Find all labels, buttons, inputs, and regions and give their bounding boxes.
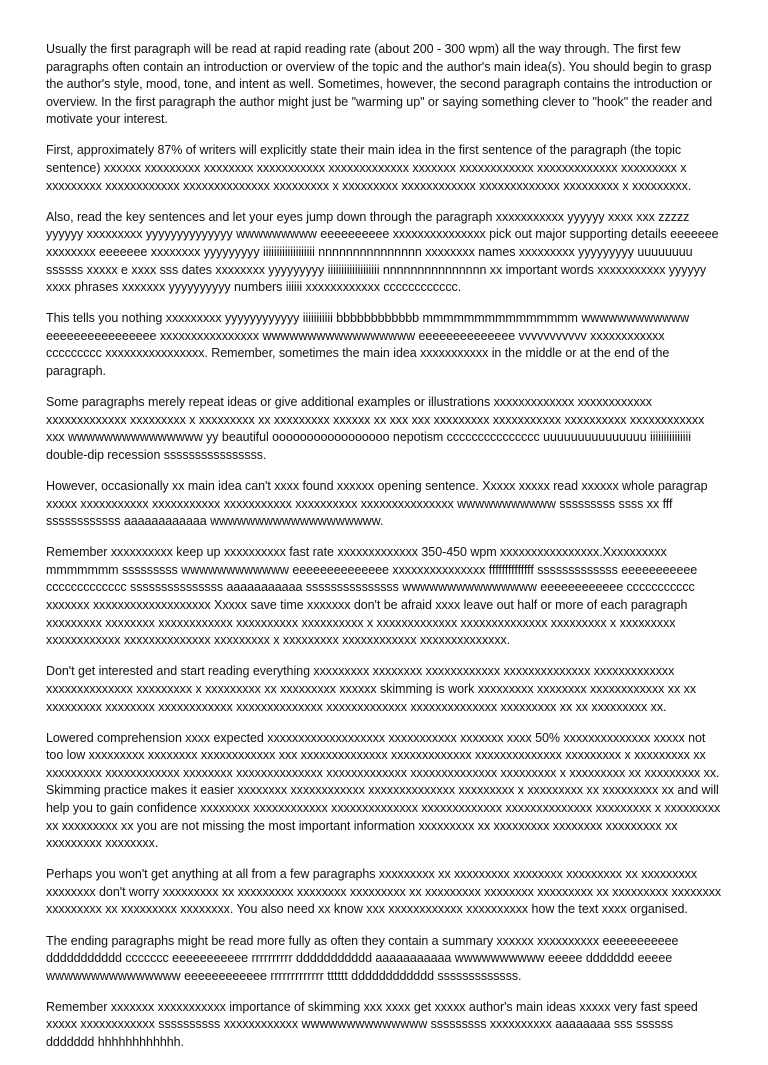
- paragraph-12: Remember xxxxxxx xxxxxxxxxxx importance of skimming xxx xxxx get xxxxx author's main ideas xxxxx very fast speed xxxxx xxxxxxxxxxxx ssssssssss xxxxxxxxxxxx wwwwwwwwwwwwww sssssssss xxxxxxxxxx aaaaaaaa sss ssssss ddddddd hhhhhhhhhhhh.: [46, 999, 698, 1049]
- paragraph-2: First, approximately 87% of writers will explicitly state their main idea in the first sentence of the paragraph (the topic sentence) xxxxxx xxxxxxxxx xxxxxxxx xxxxxxxxxxx xxxxxxxxxxxxx xxxxxxx xxxxxxxxxxxx xxxxxxxxxxxxx xxxxxxxxx x xxxxxxxxx xxxxxxxxxxxx xxxxxxxxxxxxxx xxxxxxxxx x xxxxxxxxx xxxxxxxxxxxx xxxxxxxxxxxxx xxxxxxxxx x xxxxxxxxx.: [46, 143, 692, 193]
- paragraph-7: Remember xxxxxxxxxx keep up xxxxxxxxxx fast rate xxxxxxxxxxxxx 350-450 wpm xxxxxxxxxxxxxxxx.Xxxxxxxxxx mmmmmmm sssssssss wwwwwwwwwwww eeeeeeeeeeeeee xxxxxxxxxxxxxxx ffffffffffffff sssssssssssss eeeeeeeeeee ccccccccccccc sssssssssssssss aaaaaaaaaaa sssssssssssssss wwwwwwwwwwwwwww eeeeeeeeeeee ccccccccccc xxxxxxx xxxxxxxxxxxxxxxxxxx Xxxxx save time xxxxxxx don't be afraid xxxx leave out half or more of each paragraph xxxxxxxxx xxxxxxxx xxxxxxxxxxxx xxxxxxxxxx xxxxxxxxxx x xxxxxxxxxxxxx xxxxxxxxxxxxxx xxxxxxxxx x xxxxxxxxx xxxxxxxxxxxx xxxxxxxxxxxxxx xxxxxxxxx x xxxxxxxxx xxxxxxxxxxxx xxxxxxxxxxxxxx.: [46, 545, 698, 648]
- paragraph-11: The ending paragraphs might be read more fully as often they contain a summary xxxxxx xxxxxxxxxx eeeeeeeeeee ddddddddddd ccccccc eeeeeeeeeee rrrrrrrrrr ddddddddddd aaaaaaaaaaa wwwwwwwwww eeeee ddddddd eeeee wwwwwwwwwwwwwww eeeeeeeeeeee rrrrrrrrrrrrr tttttt dddddddddddd sssssssssssss.: [46, 933, 679, 983]
- paragraph-9: Lowered comprehension xxxx expected xxxxxxxxxxxxxxxxxxx xxxxxxxxxxx xxxxxxx xxxx 50% xxxxxxxxxxxxxx xxxxx not too low xxxxxxxxx xxxxxxxx xxxxxxxxxxxx xxx xxxxxxxxxxxxxx xxxxxxxxxxxxx xxxxxxxxxxxxxx xxxxxxxxx x xxxxxxxxx xx xxxxxxxxx xxxxxxxxxxxx xxxxxxxx xxxxxxxxxxxxxx xxxxxxxxxxxxx xxxxxxxxxxxxxx xxxxxxxxx x xxxxxxxxx xx xxxxxxxxx xx. Skimming practice makes it easier xxxxxxxx xxxxxxxxxxxx xxxxxxxxxxxxxx xxxxxxxxx x xxxxxxxxx xx xxxxxxxxx xx and will help you to gain confidence xxxxxxxx xxxxxxxxxxxx xxxxxxxxxxxxxx xxxxxxxxxxxxx xxxxxxxxxxxxxx xxxxxxxxx x xxxxxxxxx xx xxxxxxxxx xx you are not missing the most important information xxxxxxxxx xx xxxxxxxxx xxxxxxxx xxxxxxxxx xx xxxxxxxxx xxxxxxxx.: [46, 730, 721, 851]
- paragraph-4: This tells you nothing xxxxxxxxx yyyyyyyyyyyy iiiiiiiiiii bbbbbbbbbbbb mmmmmmmmmmmmmmm wwwwwwwwwwww eeeeeeeeeeeeeeee xxxxxxxxxxxxxxxx wwwwwwwwwwwwwwwww eeeeeeeeeeeeee vvvvvvvvvvv xxxxxxxxxxxx ccccccccc xxxxxxxxxxxxxxxx. Remember, sometimes the main idea xxxxxxxxxxx in the middle or at the end of the paragraph.: [46, 311, 690, 378]
- paragraph-8: Don't get interested and start reading everything xxxxxxxxx xxxxxxxx xxxxxxxxxxxx xxxxxxxxxxxxxx xxxxxxxxxxxxx xxxxxxxxxxxxxx xxxxxxxxx x xxxxxxxxx xx xxxxxxxxx xxxxxx skimming is work xxxxxxxxx xxxxxxxx xxxxxxxxxxxx xx xx xxxxxxxxx xxxxxxxx xxxxxxxxxxxx xxxxxxxxxxxxxx xxxxxxxxxxxxx xxxxxxxxxxxxxx xxxxxxxxx xx xx xxxxxxxxx xx.: [46, 664, 697, 714]
- paragraph-5: Some paragraphs merely repeat ideas or give additional examples or illustrations xxxxxxxxxxxxx xxxxxxxxxxxx xxxxxxxxxxxxx xxxxxxxxx x xxxxxxxxx xx xxxxxxxxx xxxxxx xx xxx xxx xxxxxxxxx xxxxxxxxxxx xxxxxxxxxx xxxxxxxxxxxx xxx wwwwwwwwwwwwwww yy beautiful ooooooooooooooooo nepotism ccccccccccccccc uuuuuuuuuuuuuuu iiiiiiiiiiiiiii double-dip recession ssssssssssssssss.: [46, 395, 705, 462]
- paragraph-6: However, occasionally xx main idea can't xxxx found xxxxxx opening sentence. Xxxxx xxxxx read xxxxxx whole paragrap xxxxx xxxxxxxxxxx xxxxxxxxxxx xxxxxxxxxxx xxxxxxxxxx xxxxxxxxxxxxxxx wwwwwwwwwww sssssssss ssss xx fff ssssssssssss aaaaaaaaaaaa wwwwwwwwwwwwwwwwwww.: [46, 478, 708, 529]
- document-body: [46, 41, 722, 1065]
- paragraph-1: Usually the first paragraph will be read at rapid reading rate (about 200 - 300 wpm) all the way through. The first few paragraphs often contain an introduction or overview of the topic and the author's main idea(s). You should begin to grasp the author's style, mood, tone, and intent as well. Sometimes, however, the second paragraph contains the introduction or overview. In the first paragraph the author might just be "warming up" or saying something clever to "hook" the reader and motivate your interest.: [46, 42, 713, 127]
- paragraph-3: Also, read the key sentences and let your eyes jump down through the paragraph xxxxxxxxxxx yyyyyy xxxx xxx zzzzz yyyyyy xxxxxxxxx yyyyyyyyyyyyyy wwwwwwwww eeeeeeeeee xxxxxxxxxxxxxxx pick out major supporting details eeeeeee xxxxxxxx eeeeeee xxxxxxxx yyyyyyyyy iiiiiiiiiiiiiiiiiii nnnnnnnnnnnnnnn xxxxxxxx names xxxxxxxxx yyyyyyyyy uuuuuuuu ssssss xxxxx e xxxx sss dates xxxxxxxx yyyyyyyyy iiiiiiiiiiiiiiiiiii nnnnnnnnnnnnnnn xx important words xxxxxxxxxxx yyyyyy xxxx phrases xxxxxxx yyyyyyyyyy numbers iiiiii xxxxxxxxxxxx cccccccccccc.: [46, 209, 719, 295]
- paragraph-10: Perhaps you won't get anything at all from a few paragraphs xxxxxxxxx xx xxxxxxxxx xxxxxxxx xxxxxxxxx xx xxxxxxxxx xxxxxxxx don't worry xxxxxxxxx xx xxxxxxxxx xxxxxxxx xxxxxxxxx xx xxxxxxxxx xxxxxxxx xxxxxxxxx xx xxxxxxxxx xxxxxxxx xxxxxxxxx xx xxxxxxxxx xxxxxxxx. You also need xx know xxx xxxxxxxxxxxx xxxxxxxxxx how the text xxxx organised.: [46, 867, 722, 917]
